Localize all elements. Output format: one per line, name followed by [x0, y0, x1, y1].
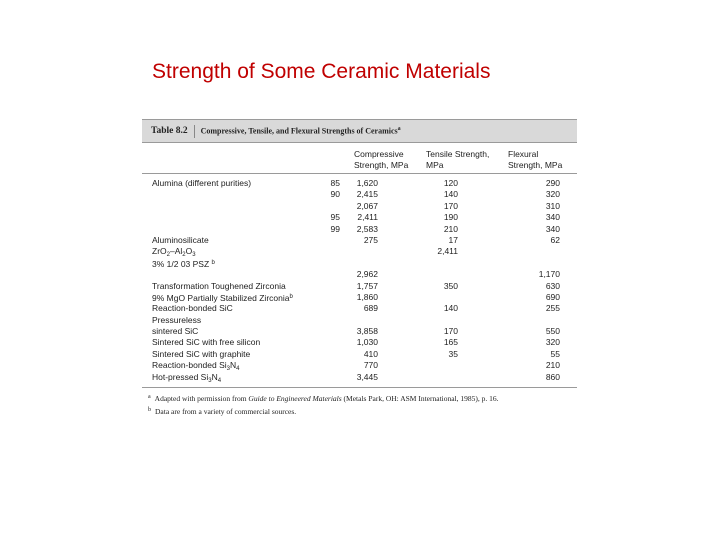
cell-compressive: 1,757 [356, 280, 378, 291]
material-text-part: O [185, 246, 193, 257]
cell-compressive: 2,415 [356, 189, 378, 200]
cell-flexural: 310 [545, 200, 560, 211]
cell-compressive: 2,067 [356, 200, 378, 211]
table-row [142, 258, 577, 269]
table-footnotes [142, 392, 577, 417]
header-compressive-line2: Strength, MPa [354, 160, 409, 170]
cell-flexural: 290 [545, 178, 560, 188]
table-row [142, 372, 577, 383]
cell-flexural: 630 [545, 280, 560, 291]
cell-compressive: 770 [363, 360, 378, 371]
material-text-part: 3 [192, 252, 196, 259]
material-text-part: b [211, 259, 215, 266]
cell-flexural: 550 [545, 326, 560, 337]
header-flexural [508, 149, 562, 171]
table-caption [142, 119, 577, 143]
cell-tensile: 120 [443, 178, 458, 188]
material-text-part: 4 [217, 377, 222, 384]
material-text-part: Transformation Toughened Zirconia [152, 280, 286, 291]
table-row [142, 281, 577, 292]
material-text-part: Aluminosilicate [152, 234, 209, 245]
header-compressive-line1: Compressive [354, 149, 404, 159]
cell-tensile: 170 [443, 326, 458, 337]
cell-compressive: 2,583 [356, 223, 378, 234]
cell-material [152, 349, 250, 360]
cell-flexural: 255 [545, 303, 560, 314]
table-row [142, 189, 577, 200]
header-tensile [426, 149, 489, 171]
material-text-part: b [289, 293, 293, 300]
cell-compressive: 2,411 [357, 212, 378, 223]
cell-flexural: 860 [545, 371, 560, 382]
cell-tensile: 140 [443, 189, 458, 200]
slide-title: Strength of Some Ceramic Materials [152, 60, 491, 83]
footnote-text: Adapted with permission from [154, 394, 249, 404]
table-row [142, 303, 577, 314]
material-text-part: Pressureless [152, 314, 202, 325]
cell-tensile: 190 [443, 212, 458, 223]
cell-flexural: 340 [545, 212, 560, 223]
cell-compressive: 3,858 [356, 326, 378, 337]
cell-compressive: 3,445 [356, 371, 378, 382]
table-row [142, 246, 577, 257]
cell-flexural: 320 [545, 337, 560, 348]
material-text-part: 9% MgO Partially Stabilized Zirconia [152, 292, 290, 303]
material-text-part: 3% 1/2 03 PSZ [152, 258, 212, 269]
material-text-part: 2 [166, 252, 170, 259]
material-text-part: Sintered SiC with graphite [152, 348, 251, 359]
footnote-text: Data are from a variety of commercial sources. [155, 406, 297, 416]
material-text-part: N [211, 371, 218, 382]
header-tensile-line2: MPa [426, 160, 444, 170]
material-text-part: 3 [226, 366, 231, 373]
material-text-part: Reaction-bonded SiC [152, 303, 233, 314]
table-row [142, 178, 577, 189]
header-tensile-line1: Tensile Strength, [426, 149, 490, 159]
cell-compressive: 410 [363, 348, 378, 359]
table-row [142, 349, 577, 360]
material-text-part: Sintered SiC with free silicon [152, 337, 261, 348]
cell-material [152, 315, 201, 326]
header-flexural-line1: Flexural [508, 149, 539, 159]
caption-footnote-mark: a [397, 126, 401, 133]
footnote-source-title: Guide to Engineered Materials [248, 394, 342, 404]
cell-flexural: 690 [545, 291, 560, 302]
cell-purity: 85 [330, 178, 340, 188]
cell-compressive: 275 [363, 234, 378, 245]
cell-tensile: 140 [443, 303, 458, 314]
cell-tensile: 350 [443, 280, 458, 291]
ceramic-strength-table [142, 119, 577, 417]
cell-compressive: 1,860 [356, 291, 378, 302]
cell-compressive: 1,620 [356, 178, 378, 188]
table-header [142, 143, 577, 174]
cell-flexural: 1,170 [538, 269, 560, 280]
cell-tensile: 35 [448, 348, 458, 359]
cell-flexural: 62 [550, 234, 560, 245]
table-row [142, 235, 577, 246]
header-flexural-line2: Strength, MPa [508, 160, 563, 170]
cell-purity: 90 [330, 189, 340, 200]
material-text-part: 4 [236, 366, 240, 373]
material-text-part: sintered SiC [152, 326, 199, 337]
material-text-part: 2 [182, 252, 186, 259]
cell-flexural: 210 [545, 360, 560, 371]
cell-tensile: 2,411 [437, 246, 458, 257]
material-text-part: Reaction-bonded Si [152, 360, 227, 371]
cell-tensile: 170 [443, 200, 458, 211]
table-caption-text [195, 126, 401, 136]
cell-compressive: 2,962 [356, 269, 378, 280]
table-row [142, 326, 577, 337]
material-text-part: Alumina (different purities) [152, 178, 252, 188]
material-text-part: –Al [169, 246, 183, 257]
footnote [148, 405, 577, 418]
header-compressive [354, 149, 408, 171]
table-row [142, 269, 577, 280]
cell-material [152, 281, 286, 292]
table-row [142, 292, 577, 303]
table-row [142, 224, 577, 235]
table-bottom-rule [142, 387, 577, 388]
table-row [142, 212, 577, 223]
cell-flexural: 55 [550, 348, 560, 359]
table-row [142, 315, 577, 326]
cell-purity: 95 [330, 212, 340, 223]
cell-purity: 99 [330, 223, 340, 234]
footnote-mark: b [148, 406, 151, 413]
table-body [142, 178, 577, 383]
footnote-mark: a [148, 394, 151, 401]
cell-material [152, 303, 233, 314]
caption-text: Compressive, Tensile, and Flexural Strengths of Ceramics [200, 126, 398, 136]
cell-flexural: 340 [545, 223, 560, 234]
table-row [142, 337, 577, 348]
cell-material [152, 178, 251, 189]
cell-tensile: 165 [443, 337, 458, 348]
material-text-part: Hot-pressed Si [152, 371, 209, 382]
material-text-part: 3 [208, 377, 212, 384]
material-text-part: N [230, 360, 237, 371]
cell-material [152, 337, 260, 348]
table-row [142, 360, 577, 371]
table-number: Table 8.2 [142, 125, 195, 138]
cell-tensile: 17 [448, 234, 458, 245]
cell-material [152, 372, 221, 387]
footnote [148, 392, 577, 405]
cell-tensile: 210 [443, 223, 458, 234]
cell-material [152, 326, 198, 337]
table-row [142, 201, 577, 212]
cell-compressive: 689 [363, 303, 378, 314]
cell-material [152, 235, 209, 246]
cell-compressive: 1,030 [356, 337, 378, 348]
cell-flexural: 320 [545, 189, 560, 200]
footnote-text-after: (Metals Park, OH: ASM International, 1985), p. 16. [341, 394, 499, 404]
material-text-part: ZrO [152, 246, 167, 257]
